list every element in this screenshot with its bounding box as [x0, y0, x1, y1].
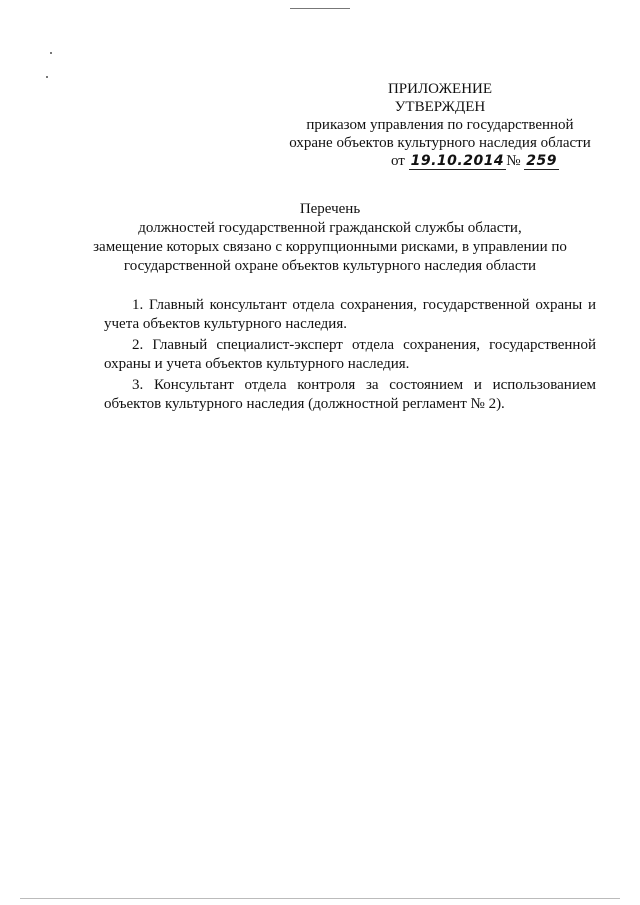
list-item: 1. Главный консультант отдела сохранения, государственной охраны и учета объектов культурного наследия.: [104, 297, 596, 332]
title-line-4: государственной охране объектов культурного наследия области: [123, 258, 537, 274]
handwritten-date: 19.10.2014: [410, 153, 505, 169]
document-title: [60, 200, 600, 276]
title-line-2: должностей государственной гражданской службы области,: [138, 220, 522, 236]
order-line-2: охране объектов культурного наследия области: [289, 135, 591, 151]
approved-label: УТВЕРЖДЕН: [394, 99, 486, 115]
scan-artifact-left-dot: [46, 76, 48, 78]
number-sign: №: [506, 153, 521, 169]
scan-artifact-left-dot: [50, 52, 52, 54]
handwritten-number: 259: [526, 153, 557, 169]
approval-header: [280, 80, 600, 170]
title-line-3: замещение которых связано с коррупционными рисками, в управлении по: [93, 239, 567, 255]
list-item: 2. Главный специалист-эксперт отдела сохранения, государственной охраны и учета объектов культурного наследия.: [104, 337, 596, 372]
scan-artifact-bottom: [20, 898, 620, 899]
order-line-1: приказом управления по государственной: [306, 117, 574, 133]
list-item: 3. Консультант отдела контроля за состоянием и использованием объектов культурного наследия (должностной регламент № 2).: [104, 377, 596, 412]
order-date-line: [280, 152, 600, 170]
title-line-1: Перечень: [299, 201, 361, 217]
date-prefix: от: [391, 153, 405, 169]
appendix-label: ПРИЛОЖЕНИЕ: [387, 81, 493, 97]
scan-artifact-top: [290, 8, 350, 9]
positions-list: [104, 296, 596, 416]
